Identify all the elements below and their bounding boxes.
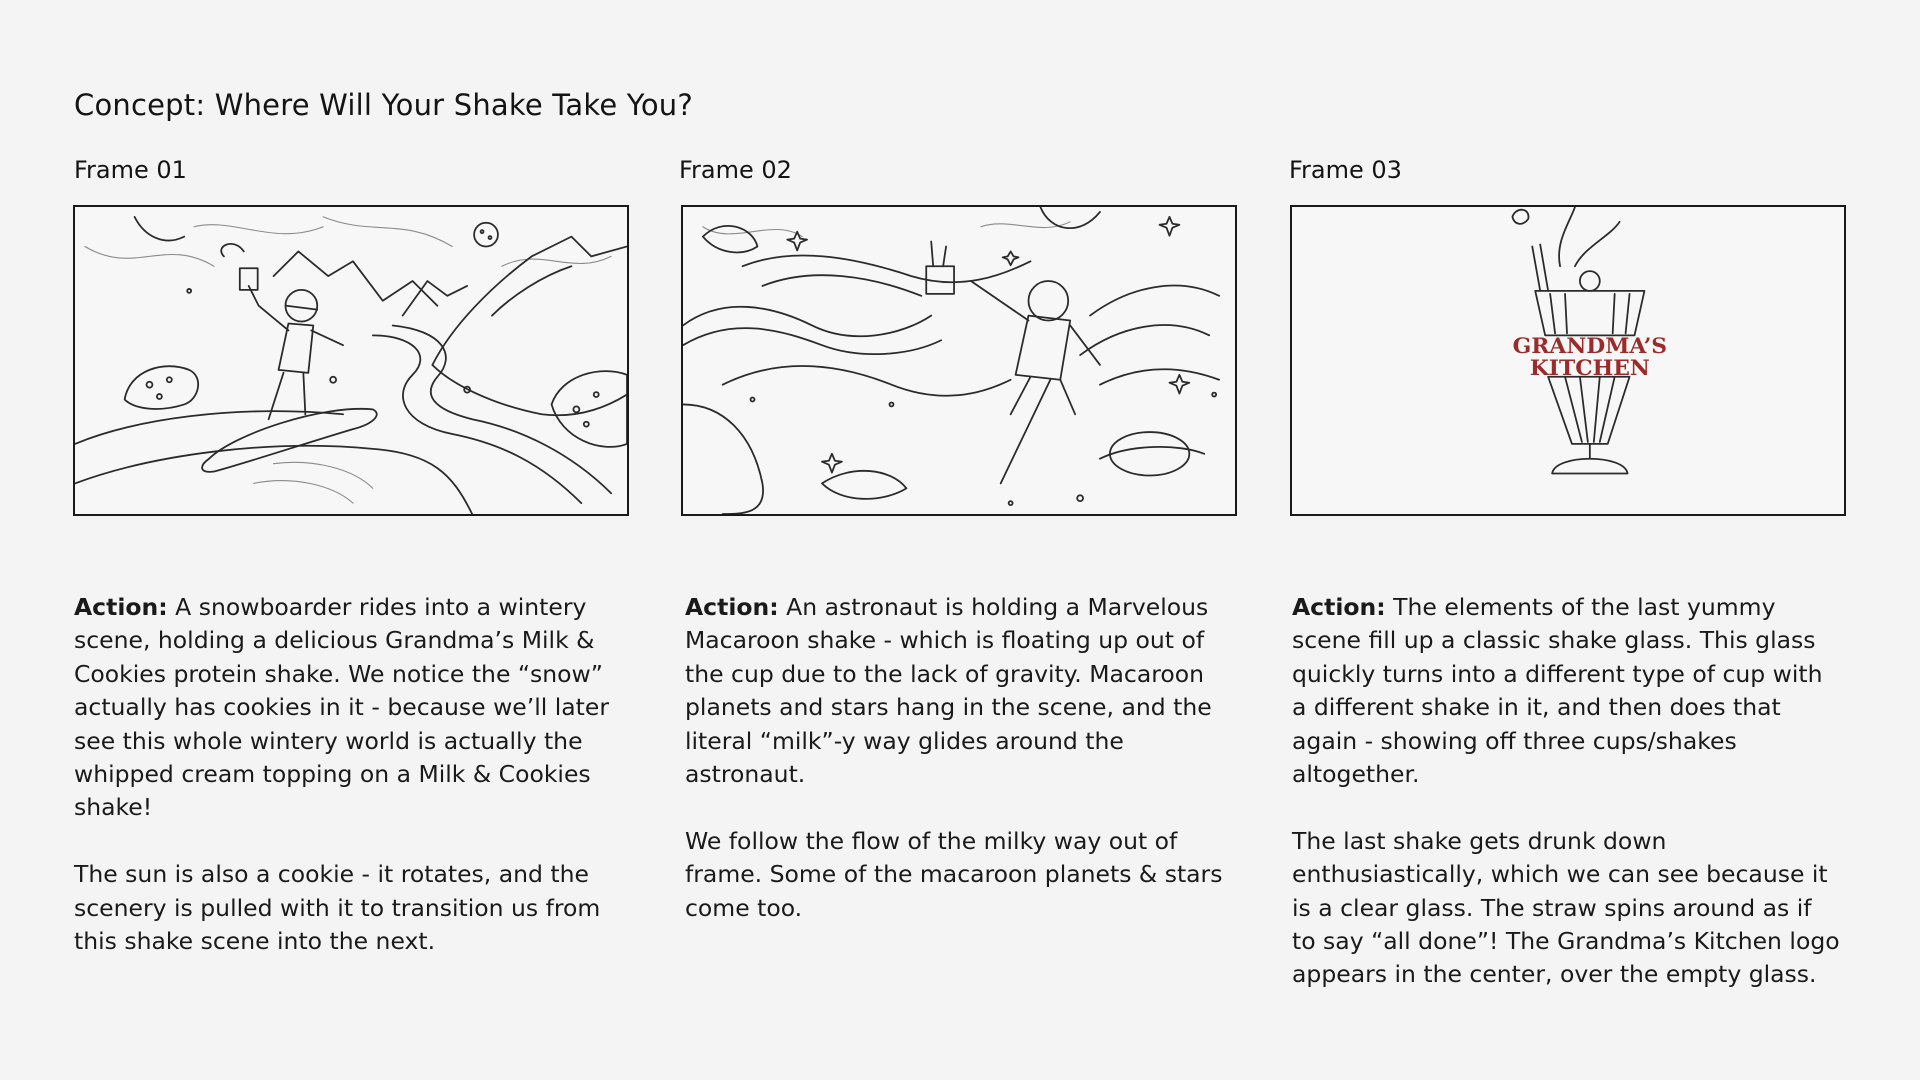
grandmas-kitchen-logo-line-1: GRANDMA’S bbox=[1512, 334, 1668, 360]
astronaut-sketch-image bbox=[683, 207, 1235, 514]
frame-03-description bbox=[1292, 591, 1842, 1025]
page-title: Concept: Where Will Your Shake Take You? bbox=[74, 88, 693, 122]
frame-01-description bbox=[74, 591, 624, 992]
frame-01-label: Frame 01 bbox=[74, 156, 187, 184]
action-label: Action: bbox=[1292, 593, 1386, 621]
action-label: Action: bbox=[685, 593, 779, 621]
frame-02-paragraph-1: An astronaut is holding a Marvelous Macaroon shake - which is floating up out of the cup due to the lack of gravity. Macaroon planets and stars hang in the scene, and the literal “milk”-y way glides around the astronaut. bbox=[685, 593, 1212, 789]
grandmas-kitchen-logo-line-2: KITCHEN bbox=[1529, 355, 1650, 381]
frame-03-sketch bbox=[1290, 205, 1846, 516]
frame-02-sketch bbox=[681, 205, 1237, 516]
frame-02-description bbox=[685, 591, 1235, 958]
frame-03-paragraph-2: The last shake gets drunk down enthusiastically, which we can see because it is a clear glass. The straw spins around as if to say “all done”! The Grandma’s Kitchen logo appears in the center, over the empty glass. bbox=[1292, 826, 1840, 989]
frame-02-paragraph-2: We follow the flow of the milky way out of frame. Some of the macaroon planets & stars come too. bbox=[685, 826, 1223, 922]
frame-02-label: Frame 02 bbox=[679, 156, 792, 184]
shake-glass-sketch-image bbox=[1292, 207, 1844, 514]
frame-03-paragraph-1: The elements of the last yummy scene fill up a classic shake glass. This glass quickly turns into a different type of cup with a different shake in it, and then does that again - showing off three cups/shakes altogether. bbox=[1292, 593, 1823, 789]
frame-03-label: Frame 03 bbox=[1289, 156, 1402, 184]
frame-01-sketch bbox=[73, 205, 629, 516]
action-label: Action: bbox=[74, 593, 168, 621]
frame-01-paragraph-2: The sun is also a cookie - it rotates, and the scenery is pulled with it to transition us from this shake scene into the next. bbox=[74, 860, 601, 956]
frame-01-paragraph-1: A snowboarder rides into a wintery scene, holding a delicious Grandma’s Milk & Cookies protein shake. We notice the “snow” actually has cookies in it - because we’ll later see this whole wintery world is actually the whipped cream topping on a Milk & Cookies shake! bbox=[74, 593, 610, 822]
snowboarder-sketch-image bbox=[75, 207, 627, 514]
